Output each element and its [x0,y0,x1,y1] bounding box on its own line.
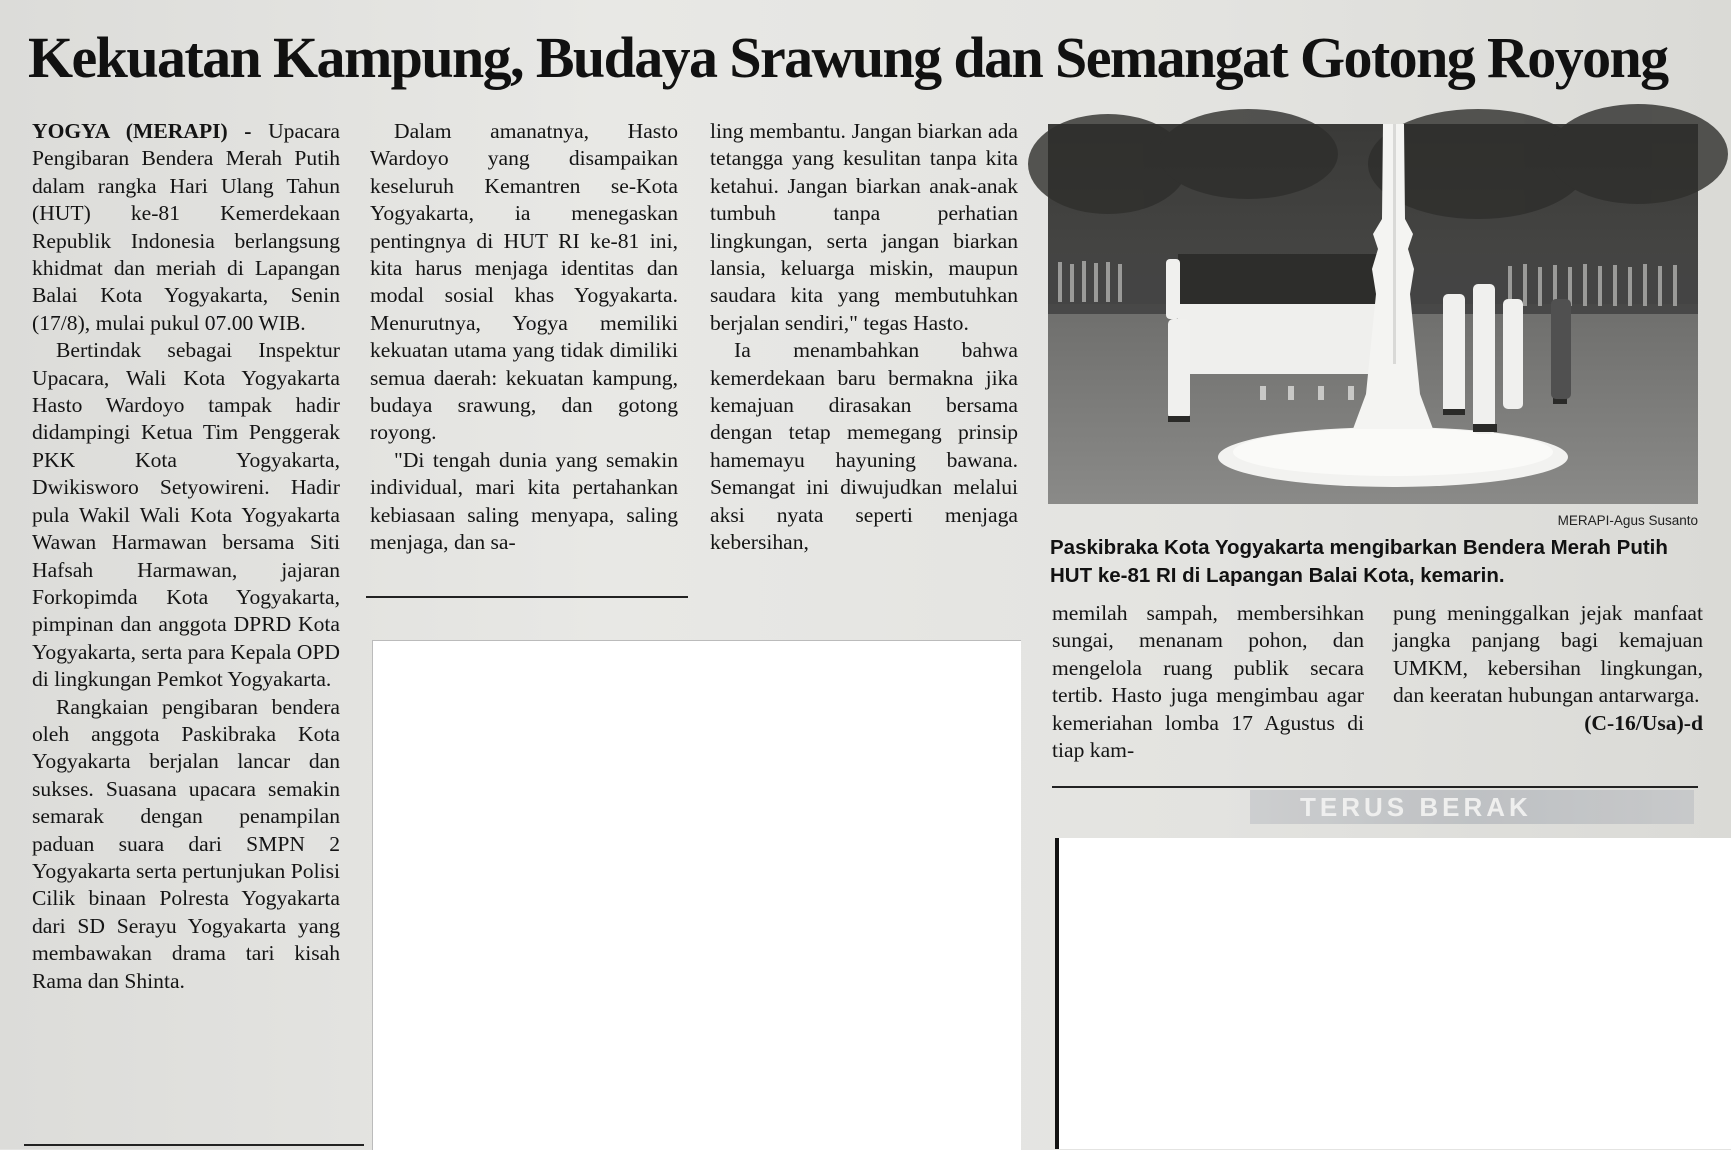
lead-text: Upacara Pengibaran Bendera Merah Putih dalam rangka Hari Ulang Tahun (HUT) ke-81 Kemerdekaan Republik Indonesia berlangsung khidmat dan meriah di Lapangan Balai Kota Yogyakarta, Senin (17/8), mulai pukul 07.00 WIB. [32,119,340,335]
author-signoff: (C-16/Usa)-d [1584,710,1703,735]
dateline: YOGYA (MERAPI) - [32,119,252,143]
photo-caption: Paskibraka Kota Yogyakarta mengibarkan Bendera Merah Putih HUT ke-81 RI di Lapangan Balai Kota, kemarin. [1050,536,1668,587]
article-end-rule [1052,786,1698,788]
paragraph: ling membantu. Jangan biarkan ada tetangga yang kesulitan tanpa kita ketahui. Jangan biarkan anak-anak tumbuh tanpa perhatian lingkungan, serta jangan biarkan lansia, keluarga miskin, maupun saudara kita yang membutuhkan berjalan sendiri," tegas Hasto. [710,119,1018,335]
article-column-5 [1393,600,1703,737]
photo-credit: MERAPI-Agus Susanto [1557,513,1698,528]
vertical-divider-rule [1055,838,1059,1149]
news-photo [1048,124,1698,504]
paragraph: Bertindak sebagai Inspektur Upacara, Wali Kota Yogyakarta Hasto Wardoyo tampak hadir didampingi Ketua Tim Penggerak PKK Kota Yogyakarta, Dwikisworo Setyowireni. Hadir pula Wakil Wali Kota Yogyakarta Wawan Harmawan bersama Siti Hafsah Harmawan, jajaran Forkopimda Kota Yogyakarta, pimpinan dan anggota DPRD Kota Yogyakarta, serta para Kepala OPD di lingkungan Pemkot Yogyakarta. [32,338,340,692]
article-column-1 [32,118,340,995]
paragraph: memilah sampah, membersihkan sungai, menanam pohon, dan mengelola ruang publik secara tertib. Hasto juga mengimbau agar kemeriahan lomba 17 Agustus di tiap kam- [1052,601,1364,763]
paragraph: pung meninggalkan jejak manfaat jangka panjang bagi kemajuan UMKM, kebersihan lingkungan, dan keeratan hubungan antarwarga. [1393,601,1703,708]
headline: Kekuatan Kampung, Budaya Srawung dan Semangat Gotong Royong [28,25,1668,90]
column-divider-rule [366,596,688,598]
article-column-4 [1052,600,1364,764]
blank-advertisement-area [372,640,1021,1150]
adjacent-article-strip: TERUS BERAK [1250,790,1694,824]
paragraph: "Di tengah dunia yang semakin individual, mari kita pertahankan kebiasaan saling menyapa, saling menjaga, dan sa- [370,447,678,555]
lead-paragraph [32,118,340,337]
paragraph: Dalam amanatnya, Hasto Wardoyo yang disampaikan keseluruh Kemantren se-Kota Yogyakarta, ia menegaskan pentingnya di HUT RI ke-81 ini, kita harus menjaga identitas dan modal sosial khas Yogyakarta. Menurutnya, Yogya memiliki kekuatan utama yang tidak dimiliki semua daerah: kekuatan kampung, budaya srawung, dan gotong royong. [370,119,678,445]
flag-raising-photo-illustration [1048,124,1698,504]
blank-adjacent-area [1058,838,1731,1149]
article-column-2 [370,118,678,557]
bottom-rule [24,1144,364,1146]
paragraph: Ia menambahkan bahwa kemerdekaan baru bermakna jika kemajuan dirasakan bersama dengan tetap memegang prinsip hamemayu hayuning bawana. Semangat ini diwujudkan melalui aksi nyata seperti menjaga kebersihan, [710,338,1018,555]
article-column-3 [710,118,1018,557]
paragraph: Rangkaian pengibaran bendera oleh anggota Paskibraka Kota Yogyakarta berjalan lancar dan sukses. Suasana upacara semakin semarak dengan penampilan paduan suara dari SMPN 2 Yogyakarta serta pertunjukan Polisi Cilik binaan Polresta Yogyakarta dari SD Serayu Yogyakarta yang membawakan drama tari kisah Rama dan Shinta. [32,694,340,993]
